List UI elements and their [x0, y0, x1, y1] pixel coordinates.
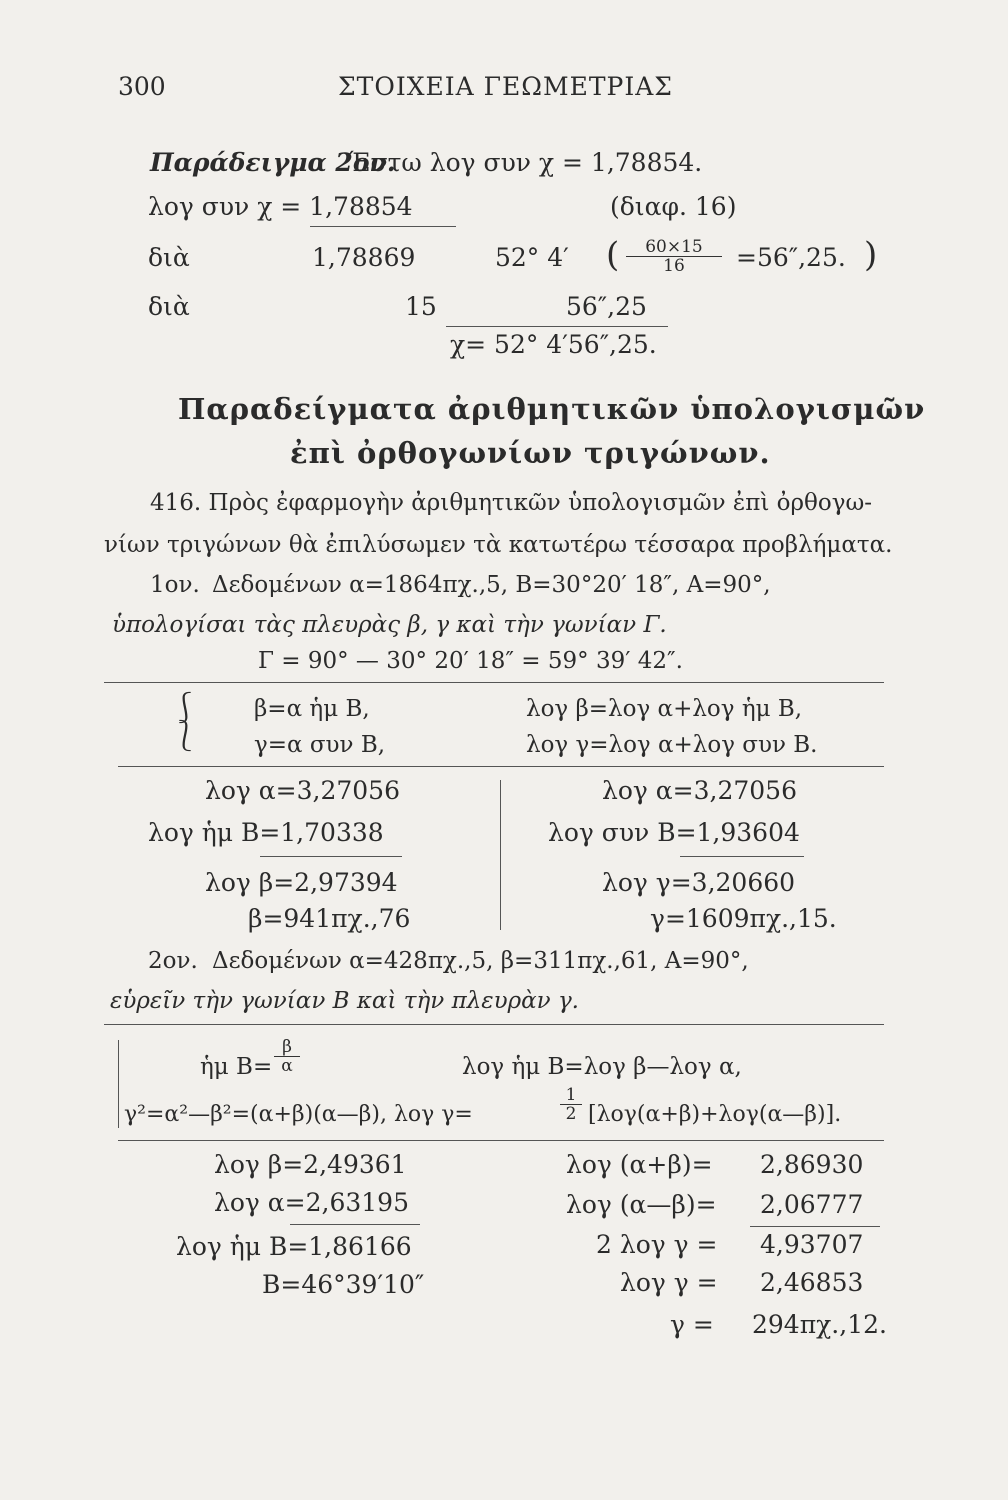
p2-right-label: λογ (α+β)=: [566, 1150, 713, 1179]
page-number: 300: [118, 72, 166, 101]
p1-left-row: β=941πχ.,76: [248, 904, 411, 933]
p1-left-row: λογ ἡμ B=1,70338: [148, 818, 384, 847]
example-statement: Έστω λογ συν χ = 1,78854.: [348, 148, 703, 177]
p1-right-row: γ=1609πχ.,15.: [650, 904, 837, 933]
rule: [118, 766, 884, 767]
example-row2-label: διὰ: [148, 243, 190, 272]
p2-formula1-left: ἡμ B=: [200, 1054, 273, 1080]
problem1-label: 1ον.: [150, 572, 200, 598]
running-title: ΣΤΟΙΧΕΙΑ ΓΕΩΜΕΤΡΙΑΣ: [338, 72, 673, 101]
p1-right-row: λογ γ=3,20660: [602, 868, 796, 897]
rule: [104, 682, 884, 683]
p2-fraction-2: [560, 1086, 582, 1123]
p2-left-row: λογ α=2,63195: [214, 1188, 409, 1217]
p1-formula2-right: λογ γ=λογ α+λογ συν B.: [526, 732, 818, 758]
p2-left-row: B=46°39′10″: [262, 1270, 425, 1299]
rule: [104, 1024, 884, 1025]
problem1-gamma: Γ = 90° — 30° 20′ 18″ = 59° 39′ 42″.: [258, 648, 683, 674]
brace-top: ⎰: [170, 691, 200, 726]
p2-right-value: 2,86930: [760, 1150, 864, 1179]
p1-left-row: λογ β=2,97394: [205, 868, 398, 897]
fraction-numerator: 60×15: [645, 237, 703, 257]
rule: [680, 856, 804, 857]
rule: [310, 226, 456, 227]
p2-right-label: λογ γ =: [620, 1268, 718, 1297]
fraction-denominator: 16: [626, 256, 722, 275]
p2-formula1-right: λογ ἡμ B=λογ β—λογ α,: [462, 1054, 742, 1080]
example-row3-right: 56″,25: [566, 292, 647, 321]
fraction-numerator: β: [282, 1037, 292, 1057]
problem1-task: ὑπολογίσαι τὰς πλευρὰς β, γ καὶ τὴν γωνίαν Γ.: [112, 612, 667, 638]
problem2-task: εὑρεῖν τὴν γωνίαν B καὶ τὴν πλευρὰν γ.: [110, 988, 579, 1014]
fraction-numerator: 1: [565, 1085, 577, 1105]
example-label: Παράδειγμα 2ον.: [150, 148, 396, 177]
example-row1-right: (διαφ. 16): [610, 192, 737, 221]
example-row2-mid: 52° 4′: [495, 243, 569, 272]
fraction-denominator: 2: [560, 1104, 582, 1123]
p2-formula2-left: γ²=α²—β²=(α+β)(α—β), λογ γ=: [124, 1102, 473, 1127]
p2-right-label: 2 λογ γ =: [596, 1230, 718, 1259]
problem2-given: Δεδομένων α=428πχ.,5, β=311πχ.,61, A=90°,: [212, 948, 749, 974]
example-row1-left: λογ συν χ = 1,78854: [148, 192, 413, 221]
rule: [290, 1224, 420, 1225]
paren-close: ): [864, 235, 878, 275]
p2-formula2-right: [λογ(α+β)+λογ(α—β)].: [588, 1102, 842, 1127]
p2-fraction-1: [274, 1038, 300, 1075]
p2-right-value: 2,06777: [760, 1190, 864, 1219]
p2-left-row: λογ ἡμ B=1,86166: [176, 1232, 412, 1261]
rule: [260, 856, 402, 857]
p1-formula1-left: β=α ἡμ B,: [254, 696, 370, 722]
example-fraction: [626, 238, 722, 275]
p2-right-value: 4,93707: [760, 1230, 864, 1259]
para-416-line1: 416. Πρὸς ἐφαρμογὴν ἀριθμητικῶν ὑπολογισμῶν ἐπὶ ὀρθογω-: [150, 490, 873, 516]
p2-right-value: 2,46853: [760, 1268, 864, 1297]
example-row3-value: 15: [405, 292, 437, 321]
section-title-line2: ἐπὶ ὀρθογωνίων τριγώνων.: [290, 436, 771, 470]
rule: [446, 326, 668, 327]
example-row2-value: 1,78869: [312, 243, 416, 272]
p1-formula1-right: λογ β=λογ α+λογ ἡμ B,: [526, 696, 803, 722]
left-bracket: [118, 1040, 119, 1128]
p2-right-label: γ =: [670, 1310, 714, 1339]
paren-open: (: [606, 235, 620, 275]
brace-bottom: ⎱: [170, 719, 200, 754]
example-result: χ= 52° 4′56″,25.: [450, 330, 657, 359]
rule: [118, 1140, 884, 1141]
p1-right-row: λογ συν B=1,93604: [548, 818, 800, 847]
p1-right-row: λογ α=3,27056: [602, 776, 797, 805]
fraction-denominator: α: [274, 1056, 300, 1075]
p2-left-row: λογ β=2,49361: [214, 1150, 407, 1179]
problem2-label: 2ον.: [148, 948, 198, 974]
column-divider: [500, 780, 501, 930]
section-title-line1: Παραδείγματα ἀριθμητικῶν ὑπολογισμῶν: [178, 392, 926, 426]
problem1-given: Δεδομένων α=1864πχ.,5, B=30°20′ 18″, A=90°,: [212, 572, 771, 598]
example-row2-right: =56″,25.: [736, 243, 846, 272]
para-416-line2: νίων τριγώνων θὰ ἐπιλύσωμεν τὰ κατωτέρω τέσσαρα προβλήματα.: [104, 532, 893, 558]
p2-right-value: 294πχ.,12.: [752, 1310, 887, 1339]
example-row3-label: διὰ: [148, 292, 190, 321]
p2-right-label: λογ (α—β)=: [566, 1190, 717, 1219]
p1-formula2-left: γ=α συν B,: [254, 732, 386, 758]
p1-left-row: λογ α=3,27056: [205, 776, 400, 805]
rule: [750, 1226, 880, 1227]
